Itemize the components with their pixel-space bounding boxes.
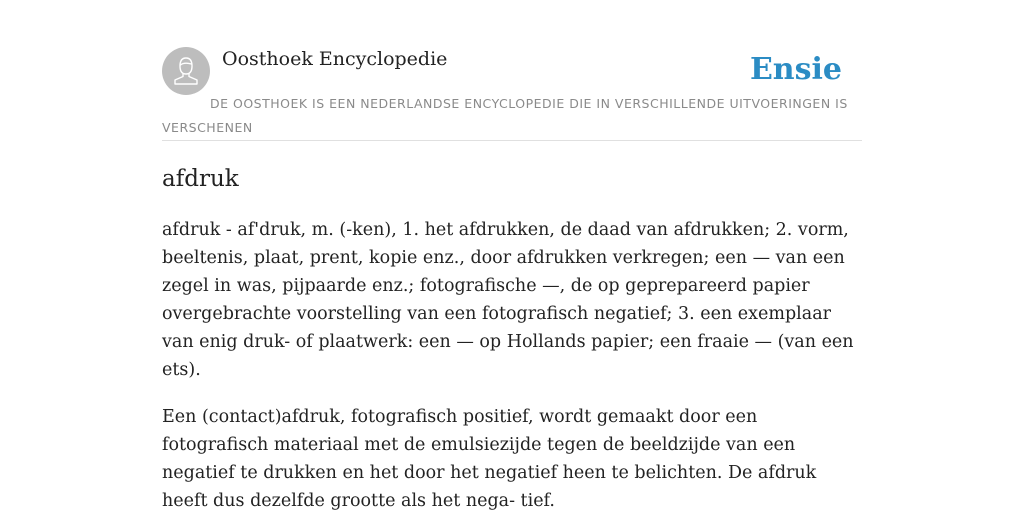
article-title: afdruk	[162, 166, 239, 192]
article-paragraph: afdruk - af'druk, m. (-ken), 1. het afdrukken, de daad van afdrukken; 2. vorm, beeltenis, plaat, prent, kopie enz., door afdrukken verkregen; een — van een zegel in was, pijpaarde enz.; fotografische —, de op geprepareerd papier overgebrachte voorstelling van een fotografisch negatief; 3. een exemplaar van enig druk- of plaatwerk: een — op Hollands papier; een fraaie — (van een ets).	[162, 220, 854, 380]
source-header	[162, 44, 862, 141]
brand-logo[interactable]: Ensie	[749, 52, 842, 87]
article	[162, 162, 862, 512]
avatar[interactable]	[162, 47, 210, 95]
article-paragraph: Een (contact)afdruk, fotografisch positief, wordt gemaakt door een fotografisch materiaal met de emulsiezijde tegen de beeldzijde van een negatief te drukken en het door het negatief heen te belichten. De afdruk heeft dus dezelfde grootte als het nega- tief.	[162, 407, 817, 511]
source-description: DE OOSTHOEK IS EEN NEDERLANDSE ENCYCLOPEDIE DIE IN VERSCHILLENDE UITVOERINGEN IS VERSCHENEN	[162, 96, 848, 135]
source-name[interactable]: Oosthoek Encyclopedie	[222, 48, 448, 70]
user-silhouette-icon	[162, 47, 210, 95]
